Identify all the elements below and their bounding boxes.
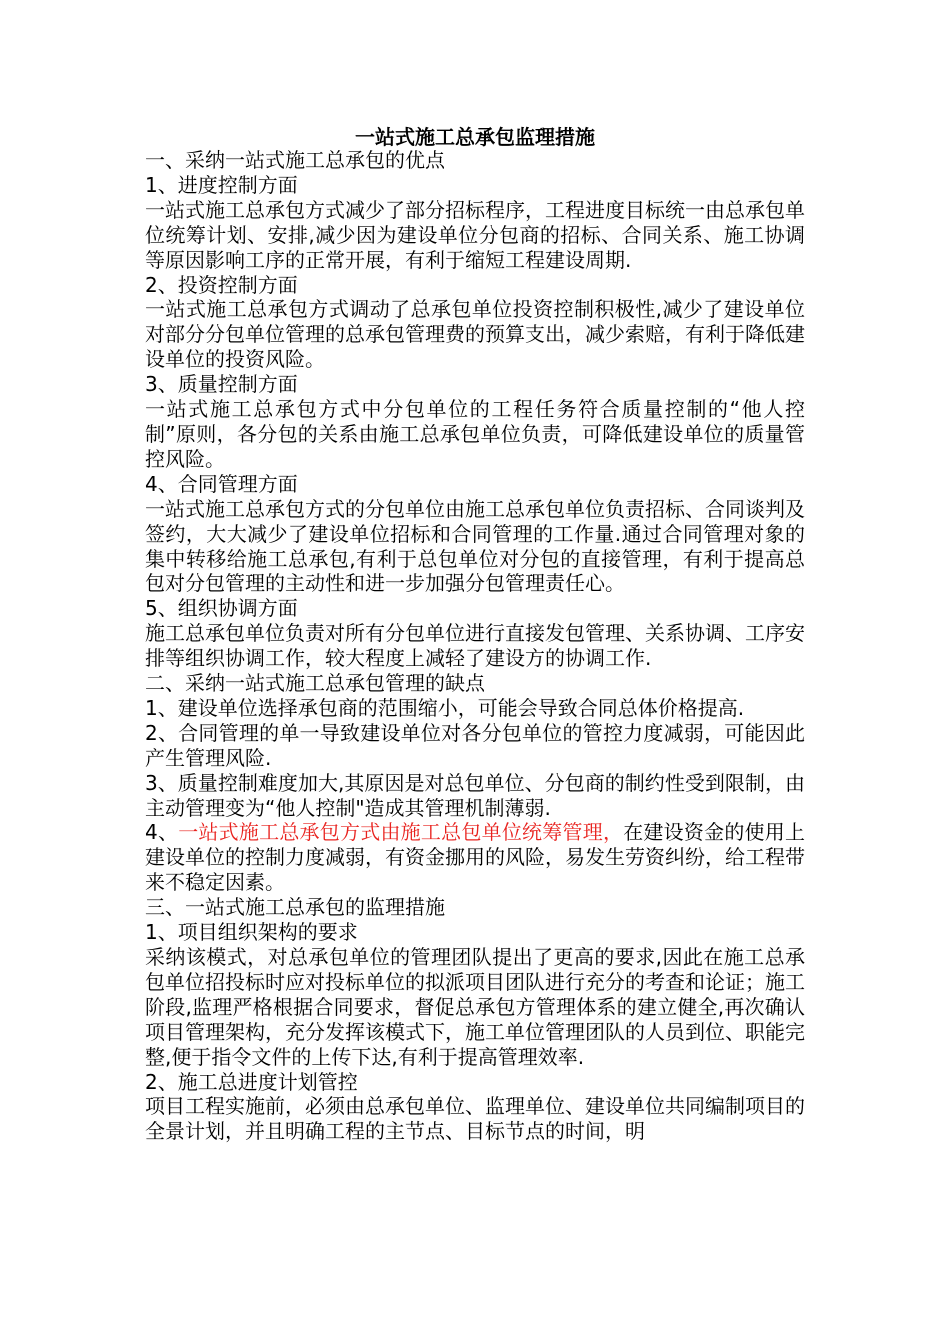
subheading-investment-control: 2、投资控制方面 — [145, 272, 298, 297]
subheading-quality-control: 3、质量控制方面 — [145, 372, 298, 397]
disadvantage-item-2: 2、合同管理的单一导致建设单位对各分包单位的管控力度减弱，可能因此产生管理风险. — [145, 720, 805, 770]
highlighted-text: 一站式施工总承包方式由施工总包单位统筹管理， — [178, 820, 624, 845]
section-heading-supervision-measures: 三、一站式施工总承包的监理措施 — [145, 895, 445, 920]
paragraph-coordination: 施工总承包单位负责对所有分包单位进行直接发包管理、关系协调、工序安排等组织协调工作，较大程度上减轻了建设方的协调工作. — [145, 621, 805, 671]
subheading-contract-management: 4、合同管理方面 — [145, 471, 298, 496]
section-heading-disadvantages: 二、采纳一站式施工总承包管理的缺点 — [145, 671, 485, 696]
disadvantage-item-1: 1、建设单位选择承包商的范围缩小，可能会导致合同总体价格提高. — [145, 695, 745, 720]
disadvantage-item-3: 3、质量控制难度加大,其原因是对总包单位、分包商的制约性受到限制，由主动管理变为“他人控制"造成其管理机制薄弱. — [145, 770, 805, 820]
section-heading-advantages: 一、采纳一站式施工总承包的优点 — [145, 148, 445, 172]
subheading-coordination: 5、组织协调方面 — [145, 596, 298, 621]
document-body — [145, 148, 805, 1144]
paragraph-contract-management: 一站式施工总承包方式的分包单位由施工总承包单位负责招标、合同谈判及签约，大大减少了建设单位招标和合同管理的工作量.通过合同管理对象的集中转移给施工总承包,有利于总包单位对分包的直接管理，有利于提高总包对分包管理的主动性和进一步加强分包管理责任心。 — [145, 496, 805, 596]
disadvantage-item-4 — [145, 820, 805, 895]
paragraph-investment-control: 一站式施工总承包方式调动了总承包单位投资控制积极性,减少了建设单位对部分分包单位管理的总承包管理费的预算支出，减少索赔，有利于降低建设单位的投资风险。 — [145, 297, 805, 372]
document-title: 一站式施工总承包监理措施 — [355, 125, 595, 149]
paragraph-schedule-control: 一站式施工总承包方式减少了部分招标程序，工程进度目标统一由总承包单位统筹计划、安排,减少因为建设单位分包商的招标、合同关系、施工协调等原因影响工序的正常开展，有利于缩短工程建设周期. — [145, 197, 805, 272]
disadvantage-item-4-prefix: 4、 — [145, 820, 179, 845]
paragraph-schedule-plan: 项目工程实施前，必须由总承包单位、监理单位、建设单位共同编制项目的全景计划，并且明确工程的主节点、目标节点的时间，明 — [145, 1094, 805, 1144]
subheading-organization-structure: 1、项目组织架构的要求 — [145, 920, 358, 945]
disadvantage-item-4-text: 在建设资金的使用上建设单位的控制力度减弱，有资金挪用的风险，易发生劳资纠纷，给工程带来不稳定因素。 — [145, 820, 806, 895]
subheading-schedule-plan: 2、施工总进度计划管控 — [145, 1069, 358, 1094]
paragraph-organization-structure: 采纳该模式，对总承包单位的管理团队提出了更高的要求,因此在施工总承包单位招投标时应对投标单位的拟派项目团队进行充分的考查和论证；施工阶段,监理严格根据合同要求，督促总承包方管理体系的建立健全,再次确认项目管理架构，充分发挥该模式下，施工单位管理团队的人员到位、职能完整,便于指令文件的上传下达,有利于提高管理效率. — [145, 945, 805, 1069]
paragraph-quality-control: 一站式施工总承包方式中分包单位的工程任务符合质量控制的“他人控制”原则，各分包的关系由施工总承包单位负责，可降低建设单位的质量管控风险。 — [145, 397, 805, 471]
subheading-schedule-control: 1、进度控制方面 — [145, 172, 298, 197]
